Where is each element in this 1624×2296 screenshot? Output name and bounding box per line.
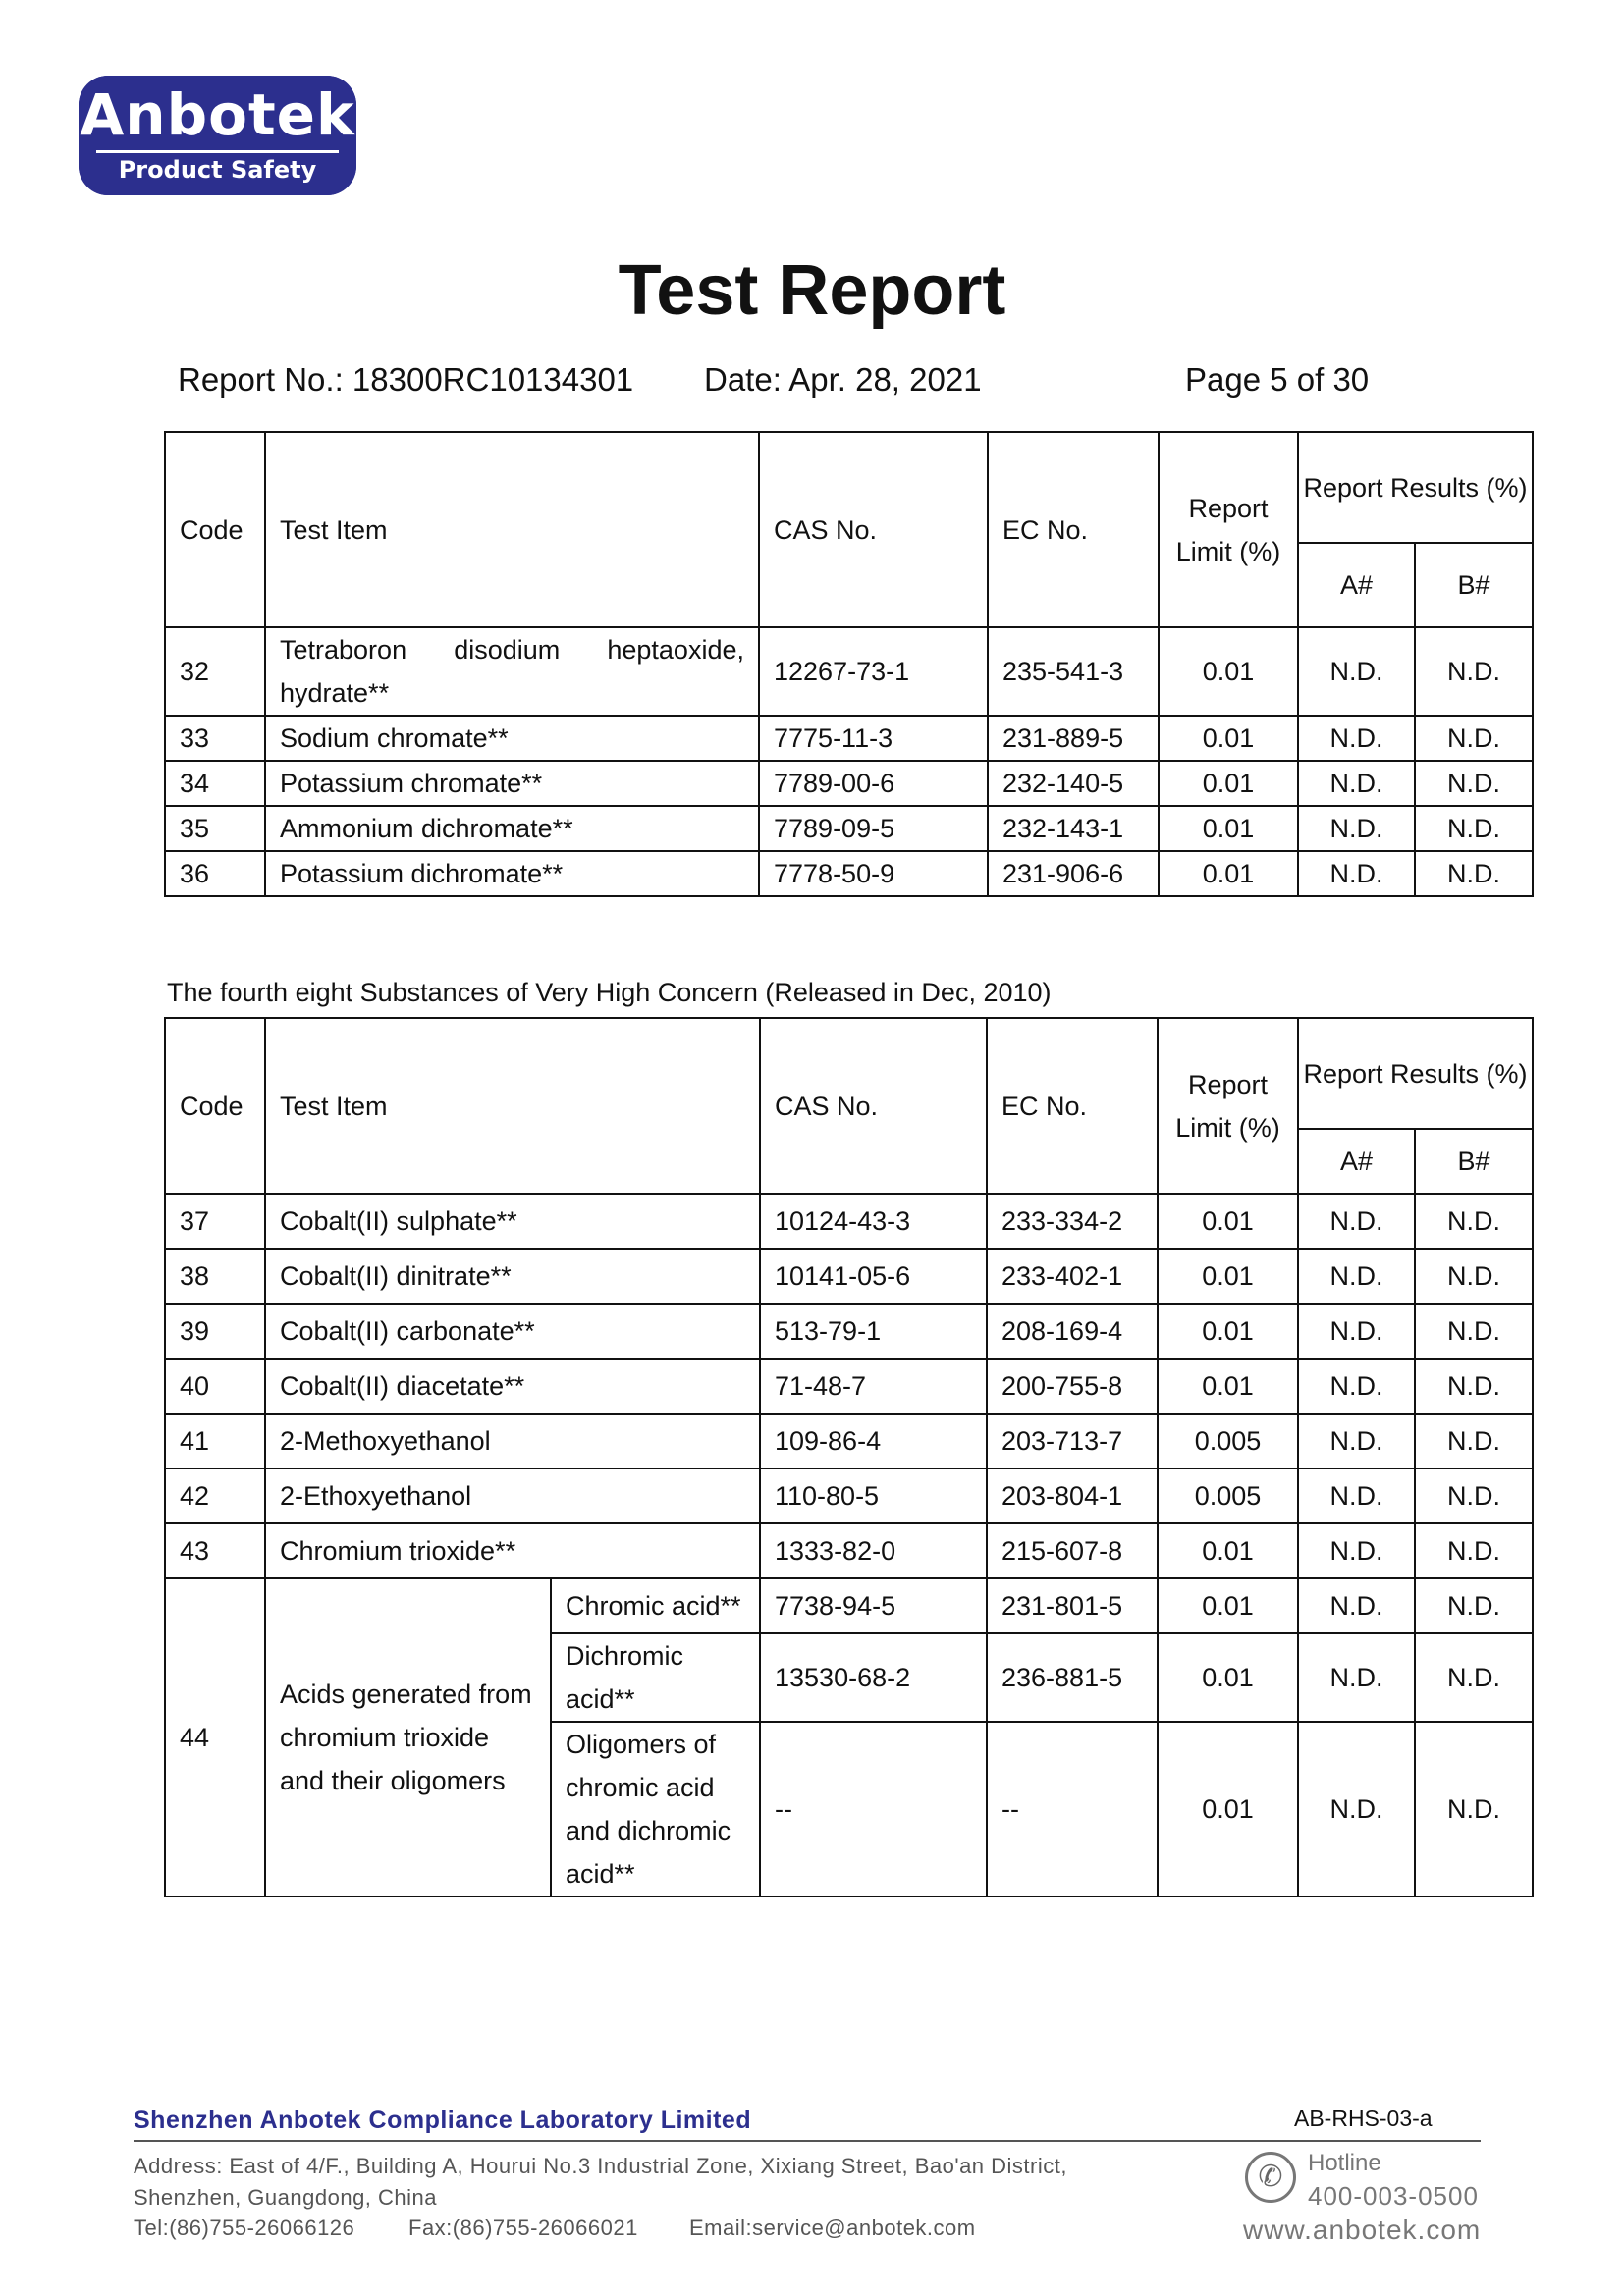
cell-cas: --	[760, 1722, 987, 1896]
phone-icon: ✆	[1245, 2152, 1296, 2203]
cell-cas: 7789-09-5	[759, 806, 988, 851]
footer-divider	[134, 2140, 1481, 2142]
table-row	[165, 806, 1533, 851]
header-limit: Report Limit (%)	[1159, 432, 1298, 627]
cell-test-item: Cobalt(II) diacetate**	[265, 1359, 760, 1414]
cell-result-b: N.D.	[1415, 716, 1533, 761]
cell-result-a: N.D.	[1298, 1304, 1415, 1359]
cell-code: 38	[165, 1249, 265, 1304]
svhc-table-1	[164, 431, 1534, 897]
cell-cas: 10124-43-3	[760, 1194, 987, 1249]
cell-code: 41	[165, 1414, 265, 1468]
cell-ec: 231-906-6	[988, 851, 1159, 896]
cell-result-b: N.D.	[1415, 806, 1533, 851]
cell-result-b: N.D.	[1415, 1722, 1533, 1896]
cell-limit: 0.01	[1158, 1523, 1298, 1578]
cell-result-b: N.D.	[1415, 1578, 1533, 1633]
logo-rule	[96, 150, 339, 153]
table-row	[165, 1304, 1533, 1359]
cell-test-item: Cobalt(II) dinitrate**	[265, 1249, 760, 1304]
cell-limit: 0.01	[1159, 627, 1298, 716]
table-row	[165, 1194, 1533, 1249]
footer-hotline-number: 400-003-0500	[1308, 2181, 1479, 2211]
cell-limit: 0.01	[1158, 1249, 1298, 1304]
cell-ec: 208-169-4	[987, 1304, 1158, 1359]
footer-hotline-label: Hotline	[1308, 2150, 1381, 2176]
cell-code: 43	[165, 1523, 265, 1578]
footer-form-code: AB-RHS-03-a	[1294, 2106, 1433, 2131]
cell-cas: 71-48-7	[760, 1359, 987, 1414]
cell-limit: 0.01	[1159, 806, 1298, 851]
cell-ec: 215-607-8	[987, 1523, 1158, 1578]
cell-result-a: N.D.	[1298, 1414, 1415, 1468]
cell-test-item: Ammonium dichromate**	[265, 806, 759, 851]
cell-result-b: N.D.	[1415, 1304, 1533, 1359]
cell-ec: 203-804-1	[987, 1468, 1158, 1523]
table-row	[165, 851, 1533, 896]
cell-ec: 200-755-8	[987, 1359, 1158, 1414]
cell-result-a: N.D.	[1298, 1578, 1415, 1633]
cell-result-b: N.D.	[1415, 1359, 1533, 1414]
cell-result-a: N.D.	[1298, 627, 1415, 716]
cell-code: 39	[165, 1304, 265, 1359]
header-results: Report Results (%)	[1298, 432, 1533, 543]
cell-ec: 236-881-5	[987, 1633, 1158, 1722]
cell-result-a: N.D.	[1298, 1359, 1415, 1414]
cell-ec: --	[987, 1722, 1158, 1896]
footer-address-line1: Address: East of 4/F., Building A, Hourui No.3 Industrial Zone, Xixiang Street, Bao'an District,	[134, 2154, 1067, 2178]
page-title: Test Report	[618, 251, 1006, 330]
table-row	[165, 1523, 1533, 1578]
cell-result-b: N.D.	[1415, 761, 1533, 806]
cell-limit: 0.01	[1159, 851, 1298, 896]
cell-cas: 1333-82-0	[760, 1523, 987, 1578]
cell-sub-item: Chromic acid**	[551, 1578, 760, 1633]
table-row	[165, 1414, 1533, 1468]
cell-cas: 7789-00-6	[759, 761, 988, 806]
cell-ec: 233-402-1	[987, 1249, 1158, 1304]
cell-result-b: N.D.	[1415, 1194, 1533, 1249]
svhc-table-2	[164, 1017, 1534, 1897]
cell-test-item: Tetraboron disodium heptaoxide, hydrate**	[265, 627, 759, 716]
cell-code: 36	[165, 851, 265, 896]
footer-address-line2: Shenzhen, Guangdong, China	[134, 2185, 438, 2210]
table-header-row	[165, 1018, 1533, 1129]
cell-test-item: Potassium dichromate**	[265, 851, 759, 896]
cell-code: 37	[165, 1194, 265, 1249]
page-number: Page 5 of 30	[1185, 361, 1370, 398]
cell-limit: 0.01	[1159, 716, 1298, 761]
footer-tel: Tel:(86)755-26066126	[134, 2216, 355, 2240]
cell-cas: 12267-73-1	[759, 627, 988, 716]
table-row	[165, 761, 1533, 806]
header-results: Report Results (%)	[1298, 1018, 1533, 1129]
table-row	[165, 627, 1533, 716]
cell-result-a: N.D.	[1298, 1468, 1415, 1523]
header-a: A#	[1298, 1129, 1415, 1194]
cell-test-item: Potassium chromate**	[265, 761, 759, 806]
cell-cas: 513-79-1	[760, 1304, 987, 1359]
report-date: Date: Apr. 28, 2021	[704, 361, 982, 398]
cell-result-a: N.D.	[1298, 1633, 1415, 1722]
cell-cas: 109-86-4	[760, 1414, 987, 1468]
table-row	[165, 1249, 1533, 1304]
cell-ec: 233-334-2	[987, 1194, 1158, 1249]
report-number: Report No.: 18300RC10134301	[178, 361, 634, 398]
footer-company: Shenzhen Anbotek Compliance Laboratory Limited	[134, 2107, 752, 2134]
cell-cas: 7738-94-5	[760, 1578, 987, 1633]
cell-result-a: N.D.	[1298, 806, 1415, 851]
cell-limit: 0.01	[1159, 761, 1298, 806]
cell-code: 42	[165, 1468, 265, 1523]
cell-cas: 7778-50-9	[759, 851, 988, 896]
cell-result-a: N.D.	[1298, 1523, 1415, 1578]
header-test-item: Test Item	[265, 1018, 760, 1194]
header-ec: EC No.	[987, 1018, 1158, 1194]
logo-tagline: Product Safety	[118, 156, 317, 184]
cell-ec: 203-713-7	[987, 1414, 1158, 1468]
cell-test-item: Acids generated from chromium trioxide and their oligomers	[265, 1578, 551, 1896]
table-header-row	[165, 432, 1533, 543]
company-logo	[79, 76, 356, 195]
cell-sub-item: Dichromic acid**	[551, 1633, 760, 1722]
cell-sub-item: Oligomers of chromic acid and dichromic acid**	[551, 1722, 760, 1896]
header-test-item: Test Item	[265, 432, 759, 627]
header-a: A#	[1298, 543, 1415, 627]
cell-test-item: Cobalt(II) carbonate**	[265, 1304, 760, 1359]
cell-result-b: N.D.	[1415, 1633, 1533, 1722]
logo-name: Anbotek	[80, 81, 355, 148]
table-row	[165, 716, 1533, 761]
cell-result-a: N.D.	[1298, 851, 1415, 896]
cell-result-b: N.D.	[1415, 627, 1533, 716]
cell-ec: 231-889-5	[988, 716, 1159, 761]
cell-cas: 110-80-5	[760, 1468, 987, 1523]
cell-result-b: N.D.	[1415, 1414, 1533, 1468]
cell-limit: 0.005	[1158, 1414, 1298, 1468]
cell-result-b: N.D.	[1415, 1468, 1533, 1523]
table-row	[165, 1359, 1533, 1414]
cell-result-a: N.D.	[1298, 761, 1415, 806]
header-limit: Report Limit (%)	[1158, 1018, 1298, 1194]
cell-result-b: N.D.	[1415, 851, 1533, 896]
cell-result-b: N.D.	[1415, 1523, 1533, 1578]
footer-email: Email:service@anbotek.com	[689, 2216, 976, 2240]
cell-cas: 7775-11-3	[759, 716, 988, 761]
cell-code: 40	[165, 1359, 265, 1414]
header-cas: CAS No.	[760, 1018, 987, 1194]
cell-code: 32	[165, 627, 265, 716]
cell-limit: 0.005	[1158, 1468, 1298, 1523]
header-cas: CAS No.	[759, 432, 988, 627]
cell-limit: 0.01	[1158, 1578, 1298, 1633]
cell-cas: 10141-05-6	[760, 1249, 987, 1304]
cell-code: 34	[165, 761, 265, 806]
footer-website: www.anbotek.com	[1243, 2215, 1482, 2245]
header-code: Code	[165, 432, 265, 627]
header-b: B#	[1415, 543, 1533, 627]
cell-test-item: Sodium chromate**	[265, 716, 759, 761]
cell-ec: 235-541-3	[988, 627, 1159, 716]
cell-limit: 0.01	[1158, 1194, 1298, 1249]
cell-cas: 13530-68-2	[760, 1633, 987, 1722]
footer-fax: Fax:(86)755-26066021	[408, 2216, 638, 2240]
cell-result-a: N.D.	[1298, 716, 1415, 761]
cell-test-item: Cobalt(II) sulphate**	[265, 1194, 760, 1249]
cell-ec: 232-143-1	[988, 806, 1159, 851]
cell-result-b: N.D.	[1415, 1249, 1533, 1304]
cell-ec: 231-801-5	[987, 1578, 1158, 1633]
cell-code: 35	[165, 806, 265, 851]
cell-limit: 0.01	[1158, 1633, 1298, 1722]
cell-test-item: 2-Methoxyethanol	[265, 1414, 760, 1468]
cell-test-item: 2-Ethoxyethanol	[265, 1468, 760, 1523]
cell-code: 33	[165, 716, 265, 761]
cell-ec: 232-140-5	[988, 761, 1159, 806]
table-row	[165, 1578, 1533, 1633]
cell-result-a: N.D.	[1298, 1194, 1415, 1249]
cell-result-a: N.D.	[1298, 1249, 1415, 1304]
cell-limit: 0.01	[1158, 1722, 1298, 1896]
table-row	[165, 1468, 1533, 1523]
header-b: B#	[1415, 1129, 1533, 1194]
cell-result-a: N.D.	[1298, 1722, 1415, 1896]
header-code: Code	[165, 1018, 265, 1194]
header-ec: EC No.	[988, 432, 1159, 627]
cell-limit: 0.01	[1158, 1304, 1298, 1359]
cell-code: 44	[165, 1578, 265, 1896]
cell-limit: 0.01	[1158, 1359, 1298, 1414]
section-caption: The fourth eight Substances of Very High Concern (Released in Dec, 2010)	[167, 978, 1052, 1007]
cell-test-item: Chromium trioxide**	[265, 1523, 760, 1578]
